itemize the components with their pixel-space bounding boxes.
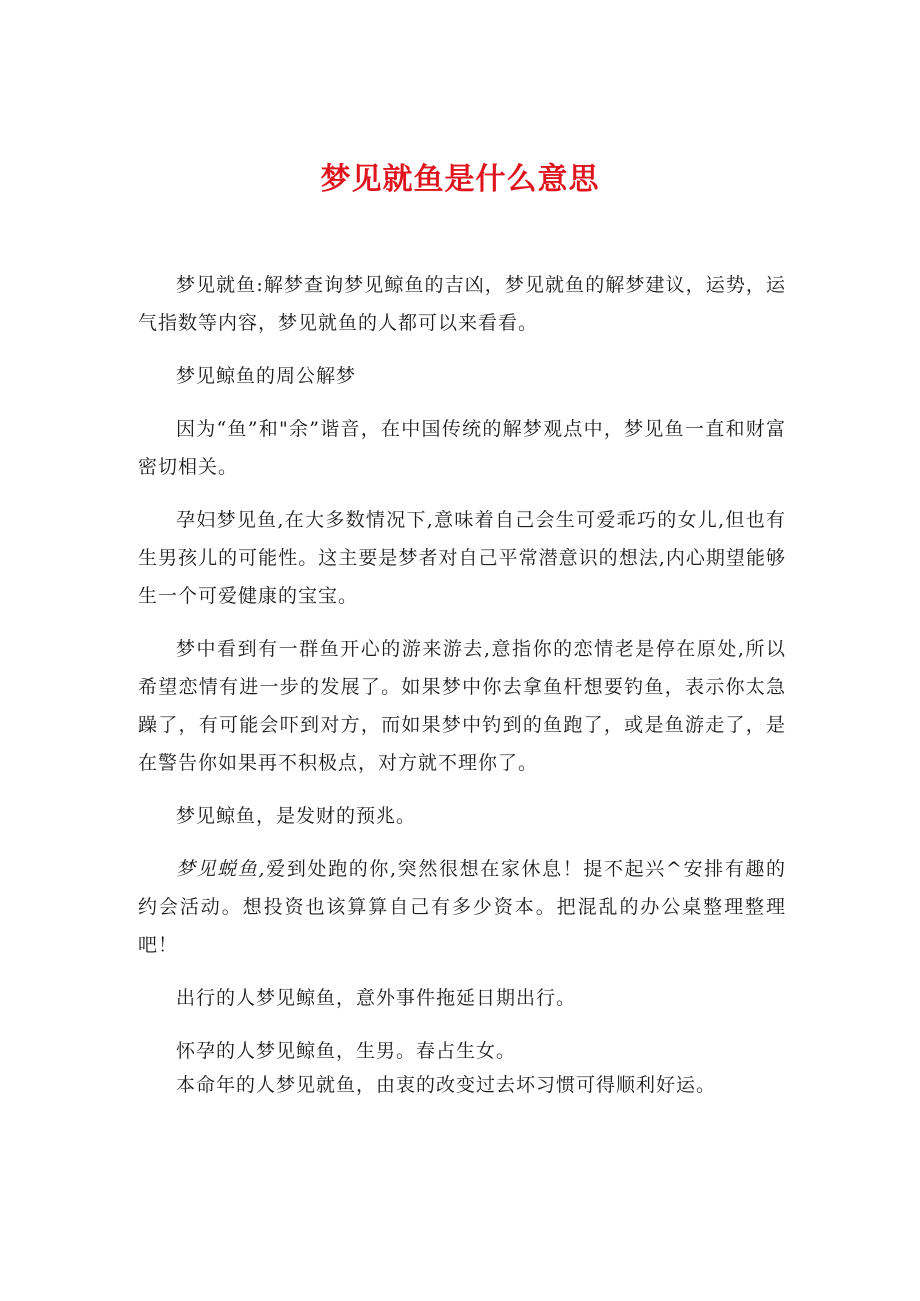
paragraph-wealth-omen: 梦见鲸鱼，是发财的预兆。 bbox=[176, 805, 417, 827]
paragraph-swimming-fish: 梦中看到有一群鱼开心的游来游去,意指你的恋情老是停在原处,所以希望恋情有进一步的发展了。如果梦中你去拿鱼杆想要钓鱼，表示你太急躁了，有可能会吓到对方，而如果梦中钓到的鱼跑了，或是鱼游走了，是在警告你如果再不积极点，对方就不理你了。 bbox=[138, 638, 786, 774]
paragraph-intro: 梦见就鱼:解梦查询梦见鲸鱼的吉凶，梦见就鱼的解梦建议，运势，运气指数等内容，梦见就鱼的人都可以来看看。 bbox=[138, 274, 786, 334]
paragraph-fish-homophone: 因为“鱼”和"余”谐音，在中国传统的解梦观点中，梦见鱼一直和财富密切相关。 bbox=[138, 418, 786, 478]
paragraph-pregnancy: 怀孕的人梦见鲸鱼，生男。春占生女。 bbox=[176, 1040, 517, 1062]
paragraph-heading: 梦见鲸鱼的周公解梦 bbox=[176, 365, 357, 387]
paragraph-travel: 出行的人梦见鲸鱼，意外事件拖延日期出行。 bbox=[176, 987, 577, 1009]
paragraph-birth-year: 本命年的人梦见就鱼，由衷的改变过去坏习惯可得顺利好运。 bbox=[176, 1074, 717, 1096]
paragraph-pregnant: 孕妇梦见鱼,在大多数情况下,意味着自己会生可爱乖巧的女儿,但也有生男孩儿的可能性。这主要是梦者对自己平常潜意识的想法,内心期望能够生一个可爱健康的宝宝。 bbox=[138, 509, 786, 607]
document-body bbox=[138, 266, 786, 1100]
italic-lead-text: 梦见蜕鱼, bbox=[176, 858, 266, 880]
page-title: 梦见就鱼是什么意思 bbox=[320, 162, 600, 197]
italic-rest-text: 爱到处跑的你,突然很想在家休息！提不起兴^安排有趣的约会活动。想投资也该算算自己有多少资本。把混乱的办公桌整理整理吧！ bbox=[138, 858, 786, 956]
paragraph-italic-lead bbox=[138, 850, 786, 964]
